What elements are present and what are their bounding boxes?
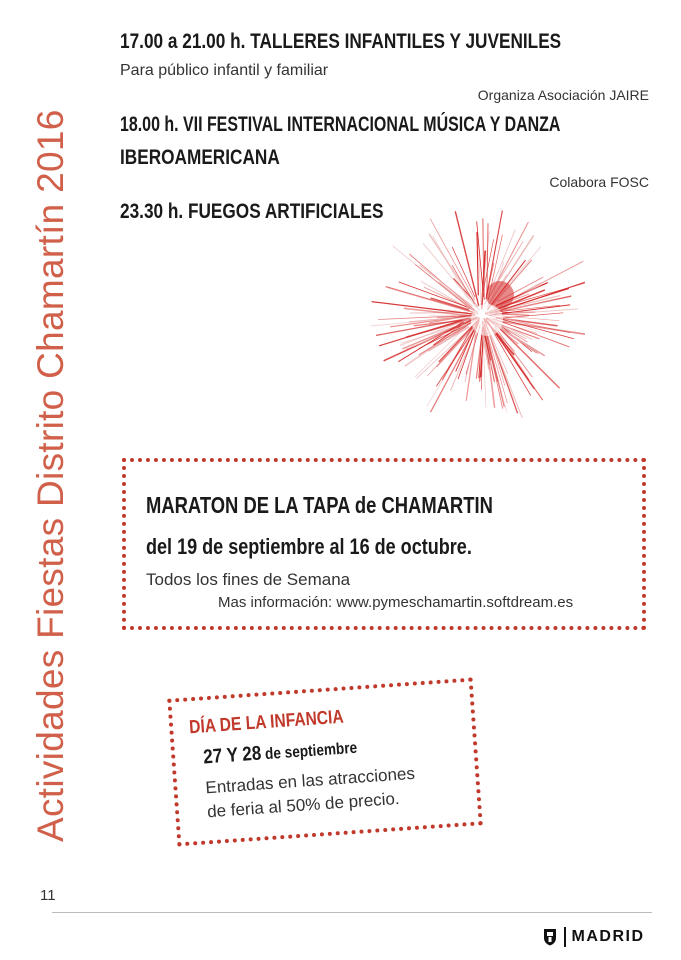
infancia-line1: Entradas en las atracciones xyxy=(204,763,416,798)
infancia-dates-small: de septiembre xyxy=(260,739,358,764)
maraton-box xyxy=(122,458,646,630)
infancia-line2: de feria al 50% de precio. xyxy=(206,788,401,822)
event-festival-title-line1: 18.00 h. VII FESTIVAL INTERNACIONAL MÚSICA Y DANZA xyxy=(120,113,561,136)
logo-separator xyxy=(564,927,566,947)
madrid-logo xyxy=(543,926,645,948)
firework-ray xyxy=(487,224,488,295)
infancia-dates-big: 27 Y 28 xyxy=(202,742,263,769)
event-fuegos-title: 23.30 h. FUEGOS ARTIFICIALES xyxy=(120,200,384,223)
maraton-title xyxy=(146,492,493,519)
infancia-title: DÍA DE LA INFANCIA xyxy=(188,706,345,739)
firework-glow xyxy=(471,304,503,336)
firework-ray xyxy=(429,234,479,310)
logo-text: MADRID xyxy=(571,928,645,945)
maraton-info: Mas información: www.pymeschamartin.softdream.es xyxy=(218,594,574,611)
maraton-weekends: Todos los fines de Semana xyxy=(146,570,351,589)
firework-ray xyxy=(499,327,560,388)
infancia-dates xyxy=(203,736,358,770)
event-talleres-subtitle: Para público infantil y familiar xyxy=(120,62,329,79)
event-festival-credit: Colabora FOSC xyxy=(549,174,649,190)
footer-divider xyxy=(52,912,652,913)
madrid-shield-icon xyxy=(543,928,557,946)
maraton-title-part2: de xyxy=(354,492,377,518)
event-festival-title-line2: IBEROAMERICANA xyxy=(120,146,280,169)
sidebar-title: Actividades Fiestas Distrito Chamartín 2016 xyxy=(30,109,71,842)
maraton-title-part3: CHAMARTIN xyxy=(376,492,493,518)
maraton-dates: del 19 de septiembre al 16 de octubre. xyxy=(146,534,472,559)
event-talleres-credit: Organiza Asociación JAIRE xyxy=(477,87,649,103)
firework-ray xyxy=(478,238,481,309)
infancia-box xyxy=(167,678,483,847)
page-number: 11 xyxy=(40,887,56,904)
maraton-title-part1: MARATON DE LA TAPA xyxy=(146,492,355,518)
firework-illustration xyxy=(360,205,585,445)
event-talleres-title: 17.00 a 21.00 h. TALLERES INFANTILES Y JUVENILES xyxy=(120,30,562,53)
